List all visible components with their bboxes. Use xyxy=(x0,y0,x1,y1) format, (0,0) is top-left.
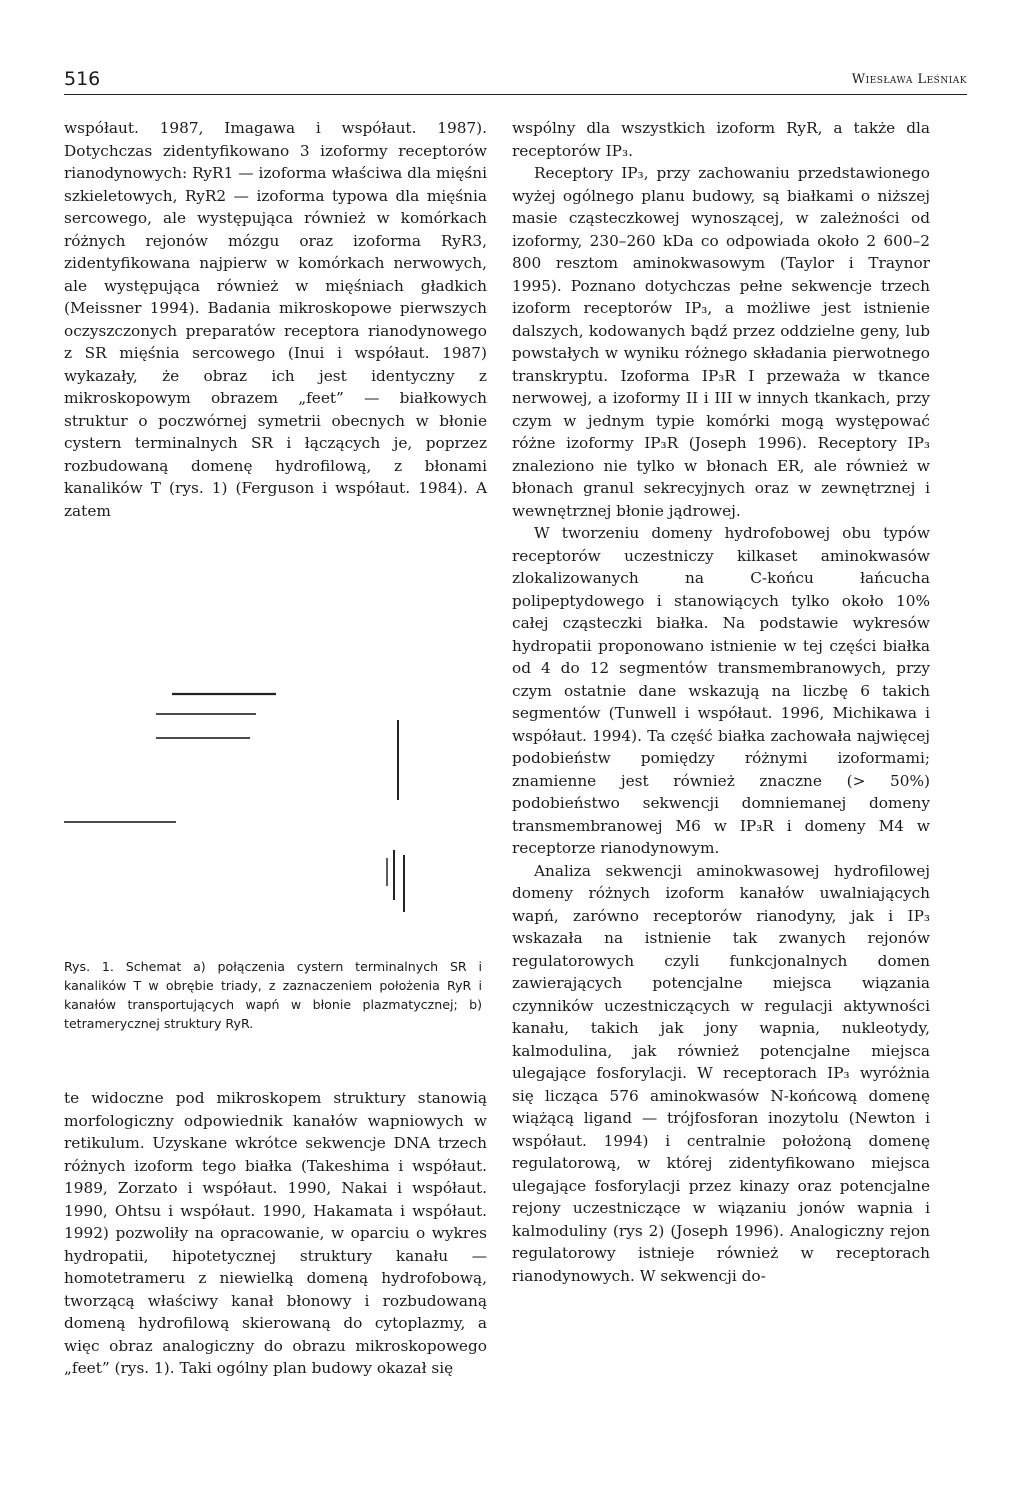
running-head-author: Wiesława Leśniak xyxy=(851,72,967,87)
left-column-top xyxy=(64,117,487,522)
figure-1-drawing xyxy=(64,650,487,950)
page-header xyxy=(64,68,967,95)
paragraph: Receptory IP₃, przy zachowaniu przedstawionego wyżej ogólnego planu budowy, są białkami o niższej masie cząsteczkowej wynoszącej, w zależności od izoformy, 230–260 kDa co odpowiada około 2 600–2 800 resztom aminokwasowym (Taylor i Traynor 1995). Poznano dotychczas pełne sekwencje trzech izoform receptorów IP₃, a możliwe jest istnienie dalszych, kodowanych bądź przez oddzielne geny, lub powstałych w wyniku różnego składania pierwotnego transkryptu. Izoforma IP₃R I przeważa w tkance nerwowej, a izoformy II i III w innych tkankach, przy czym w jednym typie komórki mogą występować różne izoformy IP₃R (Joseph 1996). Receptory IP₃ znaleziono nie tylko w błonach ER, ale również w błonach granul sekrecyjnych oraz w zewnętrznej i wewnętrznej błonie jądrowej. xyxy=(512,164,930,520)
figure-1 xyxy=(64,650,487,950)
page-number: 516 xyxy=(64,68,101,90)
paragraph: Analiza sekwencji aminokwasowej hydrofilowej domeny różnych izoform kanałów uwalniających wapń, zarówno receptorów rianodyny, jak i IP₃ wskazała na istnienie tak zwanych rejonów regulatorowych czyli funkcjonalnych domen zawierających potencjalne miejsca wiązania czynników uczestniczących w regulacji aktywności kanału, takich jak jony wapnia, nukleotydy, kalmodulina, jak również potencjalne miejsca ulegające fosforylacji. W receptorach IP₃ wyróżnia się licząca 576 aminokwasów N-końcową domenę wiążącą ligand — trójfosforan inozytolu (Newton i współaut. 1994) i centralnie położoną domenę regulatorową, w której zidentyfikowano miejsca ulegające fosforylacji przez kinazy oraz potencjalne rejony uczestniczące w wiązaniu jonów wapnia i kalmoduliny (rys 2) (Joseph 1996). Analogiczny rejon regulatorowy istnieje również w receptorach rianodynowych. W sekwencji do- xyxy=(512,861,930,1285)
paragraph: te widoczne pod mikroskopem struktury stanowią morfologiczny odpowiednik kanałów wapniowych w retikulum. Uzyskane wkrótce sekwencje DNA trzech różnych izoform tego białka (Takeshima i współaut. 1989, Zorzato i współaut. 1990, Nakai i współaut. 1990, Ohtsu i współaut. 1990, Hakamata i współaut. 1992) pozwoliły na opracowanie, w oparciu o wykres hydropatii, hipotetycznej struktury kanału — homotetrameru z niewielką domeną hydrofobową, tworzącą właściwy kanał błonowy i rozbudowaną domeną hydrofilową skierowaną do cytoplazmy, a więc obraz analogiczny do obrazu mikroskopowego „feet” (rys. 1). Taki ogólny plan budowy okazał się xyxy=(64,1089,487,1377)
right-column xyxy=(512,117,930,1287)
left-column-bottom xyxy=(64,1087,487,1380)
paragraph: W tworzeniu domeny hydrofobowej obu typów receptorów uczestniczy kilkaset aminokwasów zlokalizowanych na C-końcu łańcucha polipeptydowego i stanowiących tylko około 10% całej cząsteczki białka. Na podstawie wykresów hydropatii proponowano istnienie w tej części białka od 4 do 12 segmentów transmembranowych, przy czym ostatnie dane wskazują na liczbę 6 takich segmentów (Tunwell i współaut. 1996, Michikawa i współaut. 1994). Ta część białka zachowała najwięcej podobieństw pomiędzy różnymi izoformami; znamienne jest również znaczne (> 50%) podobieństwo sekwencji domniemanej domeny transmembranowej M6 w IP₃R i domeny M4 w receptorze rianodynowym. xyxy=(512,524,930,857)
caption-text: Rys. 1. Schemat a) połączenia cystern terminalnych SR i kanalików T w obrębie triady, z zaznaczeniem położenia RyR i kanałów transportujących wapń w błonie plazmatycznej; b) tetramerycznej struktury RyR. xyxy=(64,959,482,1031)
figure-caption xyxy=(64,957,482,1033)
paragraph: współaut. 1987, Imagawa i współaut. 1987). Dotychczas zidentyfikowano 3 izoformy receptorów rianodynowych: RyR1 — izoforma właściwa dla mięśni szkieletowych, RyR2 — izoforma typowa dla mięśnia sercowego, ale występująca również w komórkach różnych rejonów mózgu oraz izoforma RyR3, zidentyfikowana najpierw w komórkach nerwowych, ale występująca również w mięśniach gładkich (Meissner 1994). Badania mikroskopowe pierwszych oczyszczonych preparatów receptora rianodynowego z SR mięśnia sercowego (Inui i współaut. 1987) wykazały, że obraz ich jest identyczny z mikroskopowym obrazem „feet” — białkowych struktur o poczwórnej symetrii obecnych w błonie cystern terminalnych SR i łączących je, poprzez rozbudowaną domenę hydrofilową, z błonami kanalików T (rys. 1) (Ferguson i współaut. 1984). A zatem xyxy=(64,119,487,520)
paragraph: wspólny dla wszystkich izoform RyR, a także dla receptorów IP₃. xyxy=(512,119,930,160)
